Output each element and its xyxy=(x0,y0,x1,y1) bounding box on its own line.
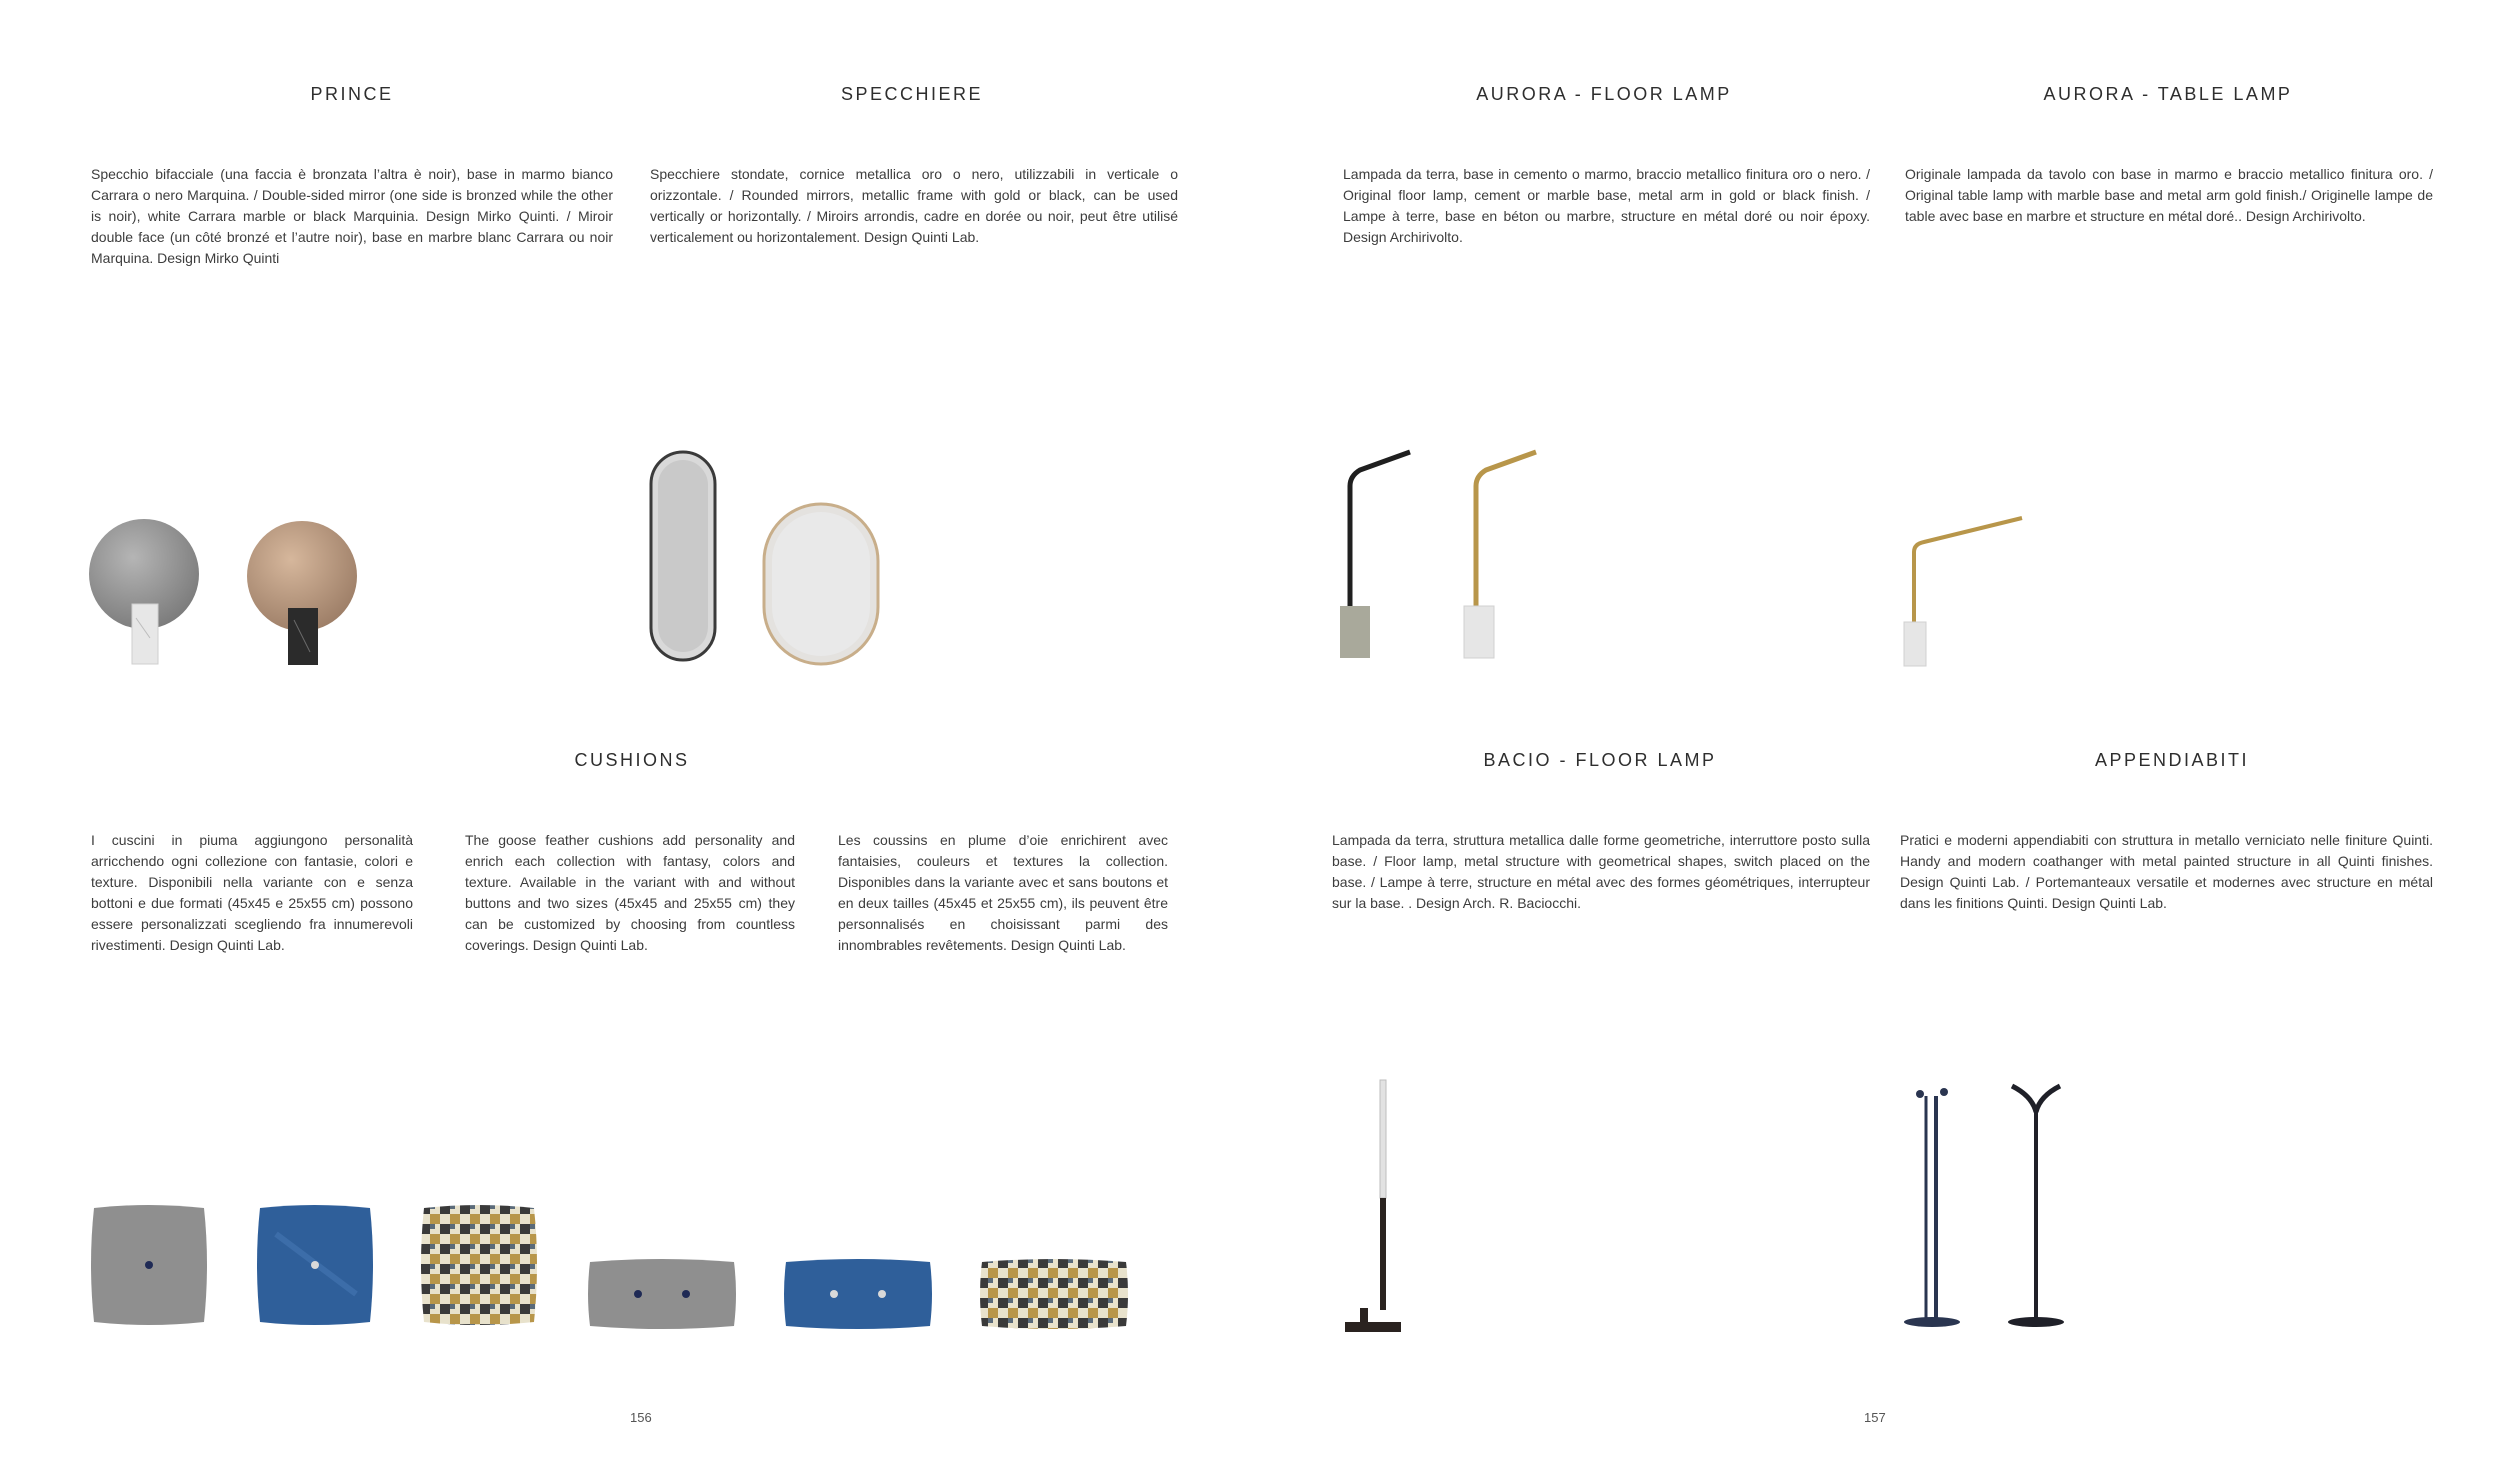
cushion-rect-grey-image xyxy=(586,1258,738,1333)
specchiere-mirror-vertical-image xyxy=(648,450,728,670)
page-number-left: 156 xyxy=(630,1410,652,1425)
appendiabiti-title: APPENDIABITI xyxy=(2094,750,2250,770)
aurora-floor-description: Lampada da terra, base in cemento o marmo, braccio metallico finitura oro o nero. / Original floor lamp, cement or marble base, metal arm in gold or black finish. / Lampe à terre, base en béton ou marbre, structure en métal doré ou noir époxy. Design Archirivolto. xyxy=(1343,166,1870,245)
bacio-title: BACIO - FLOOR LAMP xyxy=(1483,750,1717,770)
aurora-table-title: AURORA - TABLE LAMP xyxy=(2043,84,2293,104)
cushion-square-pattern-image xyxy=(420,1204,540,1329)
specchiere-title: SPECCHIERE xyxy=(840,84,984,104)
prince-mirror-grey-image xyxy=(88,518,208,668)
aurora-table-description: Originale lampada da tavolo con base in marmo e braccio metallico finitura oro. / Original table lamp with marble base and metal arm gold finish./ Originelle lampe de table avec base en marbre et structure en métal doré.. Design Archirivolto. xyxy=(1905,166,2433,224)
prince-mirror-bronze-image xyxy=(246,520,366,670)
cushion-rect-blue-image xyxy=(782,1258,934,1333)
bacio-floor-lamp-image xyxy=(1340,1078,1420,1338)
cushion-square-blue-image xyxy=(256,1204,376,1329)
aurora-floor-lamp-black-image xyxy=(1340,448,1420,668)
cushion-square-grey-image xyxy=(90,1204,210,1329)
prince-description: Specchio bifacciale (una faccia è bronzata l’altra è noir), base in marmo bianco Carrara o nero Marquina. / Double-sided mirror (one side is bronzed while the other is noir), white Carrara marble or black Marquinia. Design Mirko Quinti. / Miroir double face (un côté bronzé et l’autre noir), base en marbre blanc Carrara ou noir Marquina. Design Mirko Quinti xyxy=(91,166,613,266)
aurora-floor-title: AURORA - FLOOR LAMP xyxy=(1476,84,1732,104)
prince-title: PRINCE xyxy=(310,84,394,104)
cushions-description-it: I cuscini in piuma aggiungono personalità arricchendo ogni collezione con fantasie, colori e texture. Disponibili nella variante con e senza bottoni e due formati (45x45 e 25x55 cm) possono essere personalizzati scegliendo fra innumerevoli rivestimenti. Design Quinti Lab. xyxy=(91,832,413,953)
aurora-floor-lamp-gold-image xyxy=(1464,448,1544,668)
cushions-description-en: The goose feather cushions add personality and enrich each collection with fantasy, colors and texture. Available in the variant with and without buttons and two sizes (45x45 and 25x55 cm) they can be customized by choosing from countless coverings. Design Quinti Lab. xyxy=(465,832,795,953)
aurora-table-lamp-image xyxy=(1900,510,2030,670)
coathanger-y-image xyxy=(2002,1078,2072,1334)
page-number-right: 157 xyxy=(1864,1410,1886,1425)
appendiabiti-description: Pratici e moderni appendiabiti con struttura in metallo verniciato nelle finiture Quinti. Handy and modern coathanger with metal painted structure in all Quinti finishes. Design Quinti Lab. / Portemanteaux versatile et modernes avec structure en métal dans les finitions Quinti. Design Quinti Lab. xyxy=(1900,832,2433,911)
coathanger-hooks-image xyxy=(1900,1082,1970,1332)
cushions-description-fr: Les coussins en plume d’oie enrichirent avec fantaisies, couleurs et textures la collection. Disponibles dans la variante avec et sans boutons et en deux tailles (45x45 et 25x55 cm), ils peuvent être personnalisés en choisissant parmi des innombrables revêtements. Design Quinti Lab. xyxy=(838,832,1168,953)
bacio-description: Lampada da terra, struttura metallica dalle forme geometriche, interruttore posto sulla base. / Floor lamp, metal structure with geometrical shapes, switch placed on the base. / Lampe à terre, structure en métal avec des formes géométriques, interrupteur sur la base. . Design Arch. R. Baciocchi. xyxy=(1332,832,1870,911)
cushions-title: CUSHIONS xyxy=(574,750,690,770)
specchiere-description: Specchiere stondate, cornice metallica oro o nero, utilizzabili in verticale o orizzontale. / Rounded mirrors, metallic frame with gold or black, can be used vertically or horizontally. / Miroirs arrondis, cadre en dorée ou noir, peut être utilisé verticalement ou horizontalement. Design Quinti Lab. xyxy=(650,166,1178,245)
cushion-rect-pattern-image xyxy=(978,1258,1130,1333)
specchiere-mirror-oval-image xyxy=(762,502,882,672)
